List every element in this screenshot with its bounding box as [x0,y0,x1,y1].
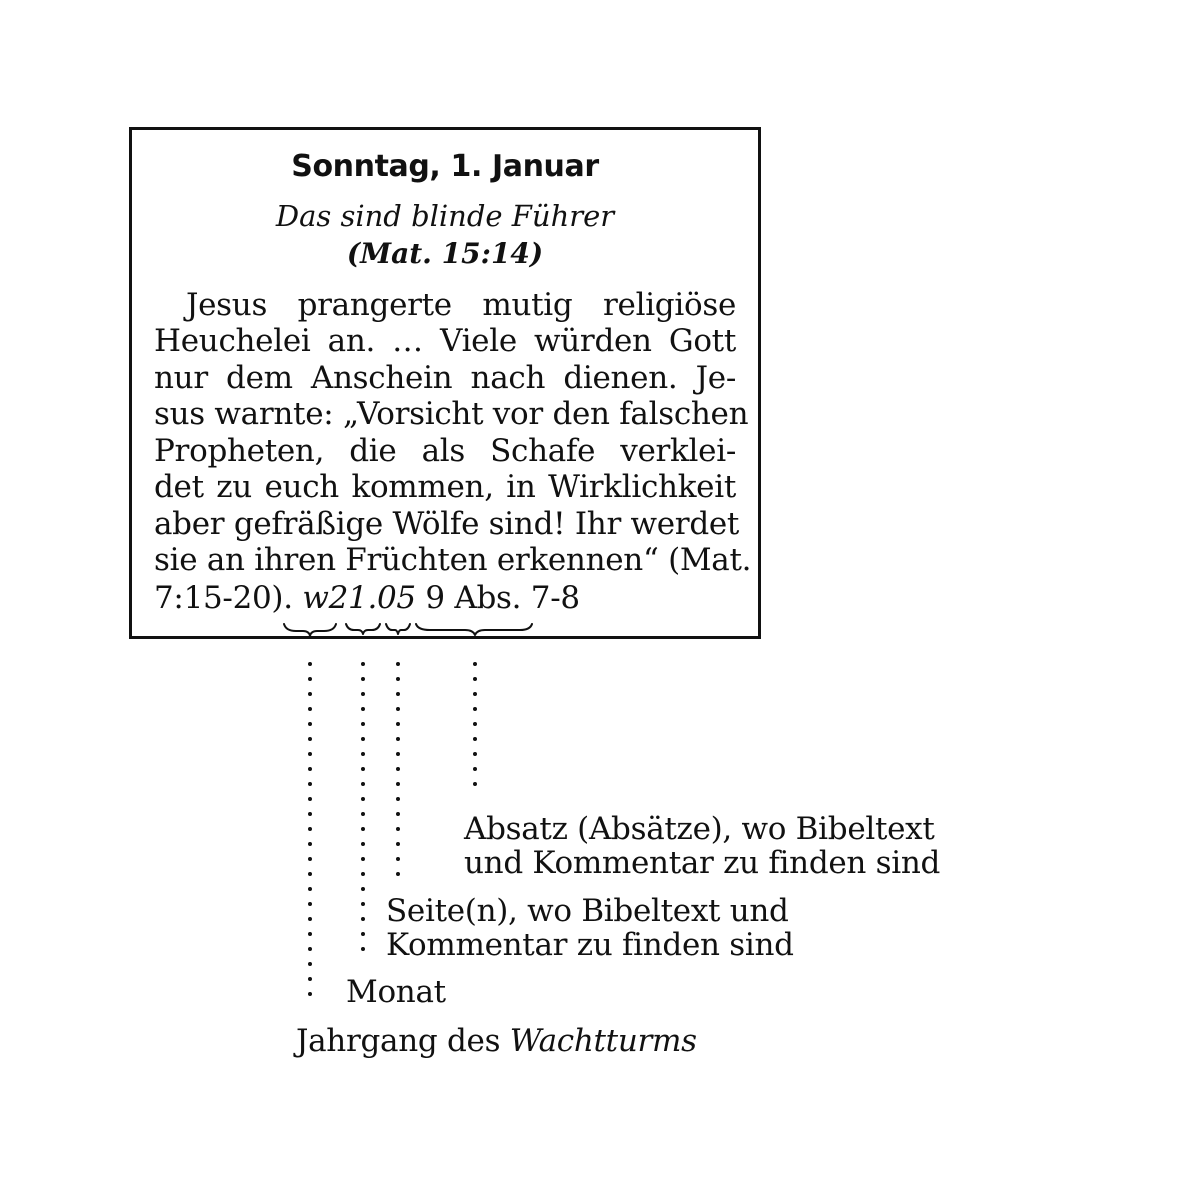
page-label-line-2: Kommentar zu finden sind [386,927,794,963]
paragraph-brace [416,624,532,635]
body-line-5: Propheten, die als Schafe verklei- [154,433,736,469]
body-line-1: Jesus prangerte mutig religiöse [186,287,736,323]
year-brace [284,624,336,636]
month-brace [346,624,380,634]
citation-page: 9 [425,580,445,616]
citation-year: w21 [302,580,368,616]
year-label-title: Wachtturms [509,1023,697,1059]
body-line-6: det zu euch kommen, in Wirklichkeit [154,469,736,505]
body-line-7: aber gefräßige Wölfe sind! Ihr werdet [154,506,740,542]
page-label-line-1: Seite(n), wo Bibeltext und [386,893,789,929]
theme-verse-reference: (Mat. 15:14) [346,237,544,270]
body-line-2: Heuchelei an. … Viele würden Gott [154,323,736,359]
body-line-8: sie an ihren Früchten erkennen“ (Mat. [154,542,752,578]
body-line-4: sus warnte: „Vorsicht vor den falschen [154,396,749,432]
date-heading: Sonntag, 1. Januar [291,149,599,184]
citation-month: .05 [367,580,416,616]
body-line-3: nur dem Anschein nach dienen. Je- [154,360,736,396]
page-brace [386,624,410,634]
month-label: Monat [346,974,446,1010]
scripture-end: 7:15-20). [154,580,293,616]
citation-paragraphs: Abs. 7-8 [454,580,580,616]
theme-verse: Das sind blinde Führer [275,199,615,233]
paragraph-label-line-1: Absatz (Absätze), wo Bibeltext [464,811,935,847]
year-label-prefix: Jahrgang des [296,1023,501,1059]
year-label [296,1024,697,1058]
paragraph-label-line-2: und Kommentar zu finden sind [464,845,941,881]
